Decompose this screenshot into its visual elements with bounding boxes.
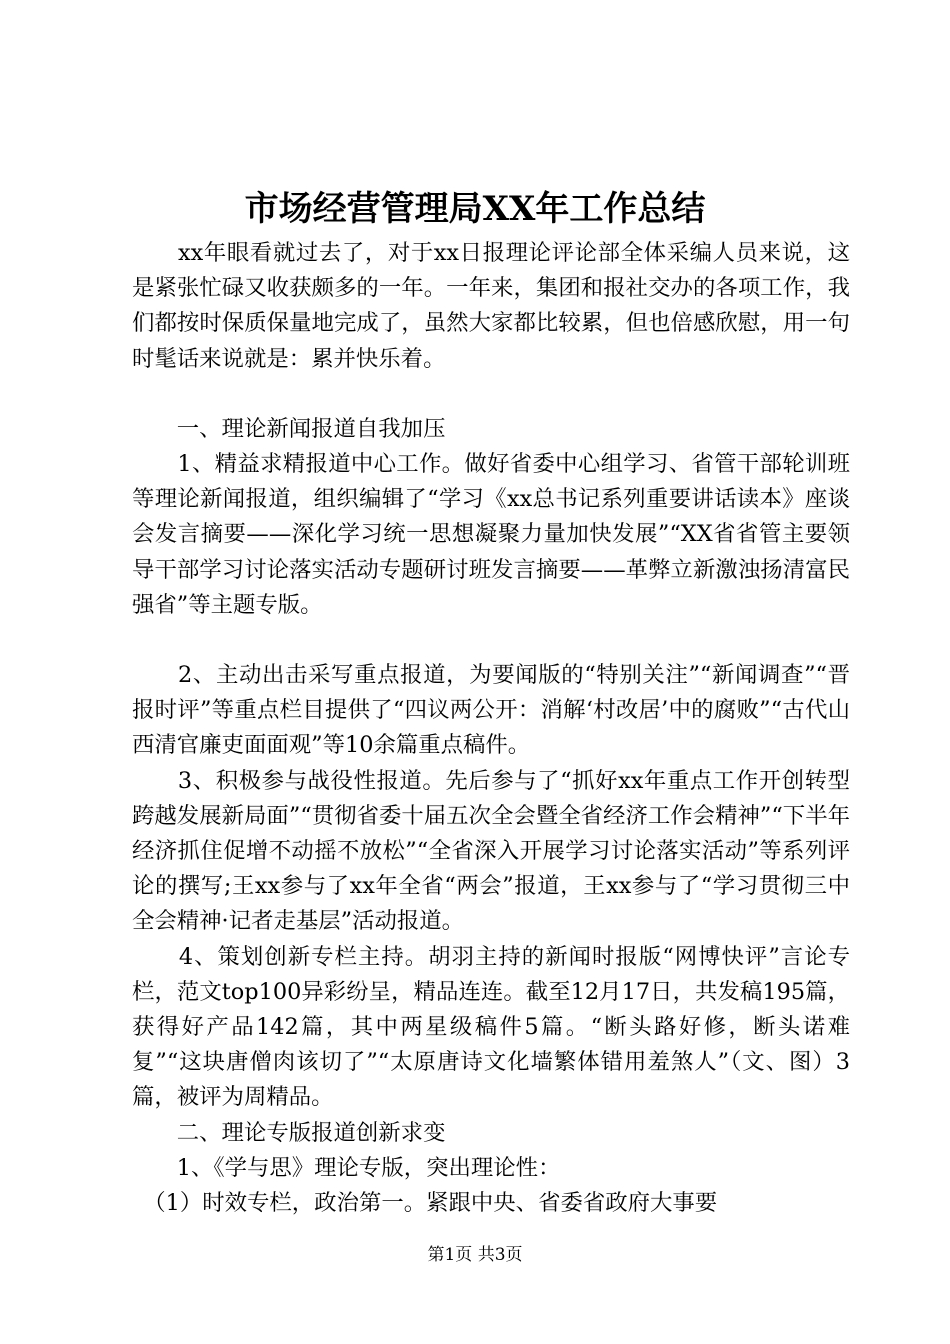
paragraph-item-4: 4、策划创新专栏主持。胡羽主持的新闻时报版“网博快评”言论专栏，范文top100异彩纷呈，精品连连。截至12月17日，共发稿195篇，获得好产品142篇，其中两星级稿件5篇。“断头路好修，断头诺难复”“这块唐僧肉该切了”“太原唐诗文化墙繁体错用羞煞人”（文、图）3篇，被评为周精品。 <box>132 943 850 1111</box>
section-heading-2: 二、理论专版报道创新求变 <box>132 1119 446 1146</box>
subsection-heading: 1、《学与思》理论专版，突出理论性： <box>132 1154 561 1181</box>
paragraph-intro: xx年眼看就过去了，对于xx日报理论评论部全体采编人员来说，这是紧张忙碌又收获颇多的一年。一年来，集团和报社交办的各项工作，我们都按时保质保量地完成了，虽然大家都比较累，但也倍感欣慰，用一句时髦话来说就是：累并快乐着。 <box>132 240 850 372</box>
paragraph-item-3: 3、积极参与战役性报道。先后参与了“抓好xx年重点工作开创转型跨越发展新局面”“贯彻省委十届五次全会暨全省经济工作会精神”“下半年经济抓住促增不动摇不放松”“全省深入开展学习讨论落实活动”等系列评论的撰写;王xx参与了xx年全省“两会”报道，王xx参与了“学习贯彻三中全会精神·记者走基层”活动报道。 <box>132 767 850 935</box>
paragraph-sub-item-1: （1）时效专栏，政治第一。紧跟中央、省委省政府大事要 <box>132 1190 718 1217</box>
page-footer: 第1页 共3页 <box>427 1245 523 1265</box>
section-heading-1: 一、理论新闻报道自我加压 <box>132 415 446 442</box>
paragraph-item-2: 2、主动出击采写重点报道，为要闻版的“特别关注”“新闻调查”“晋报时评”等重点栏目提供了“四议两公开：消解‘村改居’中的腐败”“古代山西清官廉吏面面观”等10余篇重点稿件。 <box>132 662 850 759</box>
blank-line <box>132 623 850 658</box>
paragraph-item-1: 1、精益求精报道中心工作。做好省委中心组学习、省管干部轮训班等理论新闻报道，组织编辑了“学习《xx总书记系列重要讲话读本》座谈会发言摘要——深化学习统一思想凝聚力量加快发展”“XX省省管主要领导干部学习讨论落实活动专题研讨班发言摘要——革弊立新激浊扬清富民强省”等主题专版。 <box>132 451 850 618</box>
blank-line <box>132 377 850 412</box>
document-body <box>132 236 850 1221</box>
document-title: 市场经营管理局XX年工作总结 <box>244 189 706 229</box>
